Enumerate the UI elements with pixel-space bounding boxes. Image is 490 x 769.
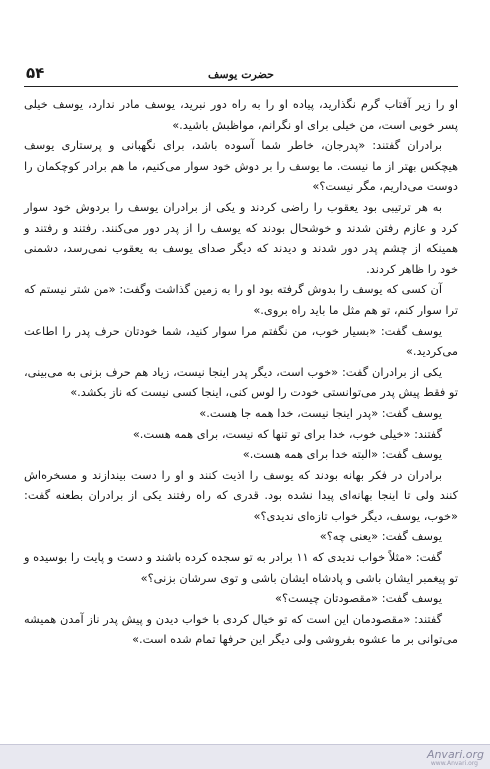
paragraph: آن کسی که یوسف را بدوش گرفته بود او را به زمین گذاشت وگفت: «من شتر نیستم که ترا سوار کنم، تو هم مثل ما باید راه بروی.» [24,282,458,317]
paragraph: برادران گفتند: «پدرجان، خاطر شما آسوده باشد، برای نگهبانی و پرستاری یوسف هیچکس بهتر از ما نیست. ما یوسف را بر دوش خود سوار می‌کنیم، ما هم برادر کوچکمان را دوست می‌داریم، مگر نیست؟» [24,138,458,194]
paragraph: یوسف گفت: «بسیار خوب، من نگفتم مرا سوار کنید، شما خودتان حرف پدر را اطاعت می‌کردید.» [24,323,458,359]
paragraph: یوسف گفت: «مقصودتان چیست؟» [275,591,442,606]
paragraph: یکی از برادران گفت: «خوب است، دیگر پدر اینجا نیست، زیاد هم حرف بزنی به می‌بینی، تو فقط پیش پدر می‌توانستی خودت را لوس کنی، اینجا کسی نیست که ناز بکشد.» [24,364,458,400]
paragraph: یوسف گفت: «البته خدا برای همه هست.» [242,447,442,462]
paragraph: گفتند: «خیلی خوب، خدا برای تو تنها که نیست، برای همه هست.» [132,426,442,441]
paragraph: یوسف گفت: «یعنی چه؟» [319,529,442,544]
page-number: ۵۴ [26,64,45,82]
page-header [24,60,458,87]
paragraph: گفت: «مثلاً خواب ندیدی که ۱۱ برادر به تو سجده کرده باشند و دست و پایت را بوسیده و تو پیغمبر ایشان باشی و پادشاه ایشان باشی و توی سرشان بزنی؟» [24,550,458,585]
watermark-text: Anvari.org [426,748,484,761]
body-text [24,94,458,650]
paragraph: یوسف گفت: «پدر اینجا نیست، خدا همه جا هست.» [199,405,442,420]
footer-bar [0,744,490,769]
watermark-logo [426,748,484,767]
paragraph: برادران در فکر بهانه بودند که یوسف را اذیت کنند و او را دست بیندازند و مسخره‌اش کنند ولی تا اینجا بهانه‌ای پیدا نشده بود. قدری که راه رفتند یکی از برادران بطعنه گفت: «خوب، یوسف، دیگر خواب تازه‌ای ندیدی؟» [24,467,458,523]
paragraph: گفتند: «مقصودمان این است که تو خیال کردی با خواب دیدن و پیش پدر ناز آمدن همیشه می‌توانی بر ما عشوه بفروشی ولی دیگر این حرفها تمام شده است.» [24,611,458,647]
running-title: حضرت یوسف [208,68,274,81]
paragraph: به هر ترتیبی بود یعقوب را راضی کردند و یکی از برادران یوسف را بردوش خود سوار کرد و عازم رفتن شدند و خوشحال بودند که یوسف را از پدر دور می‌کنند. رفتند و رفتند و همینکه از چشم پدر دور شدند و دیدند که دیگر صدای یوسف به یعقوب نمی‌رسد، دشمنی خود را ظاهر کردند. [24,199,458,276]
watermark-subtext: www.Anvari.org [430,760,478,767]
paragraph: او را زیر آفتاب گرم نگذارید، پیاده او را به راه دور نبرید، یوسف مادر ندارد، یوسف خیلی پسر خوبی است، من خیلی برای او نگرانم، مواظبش باشید.» [24,97,458,132]
